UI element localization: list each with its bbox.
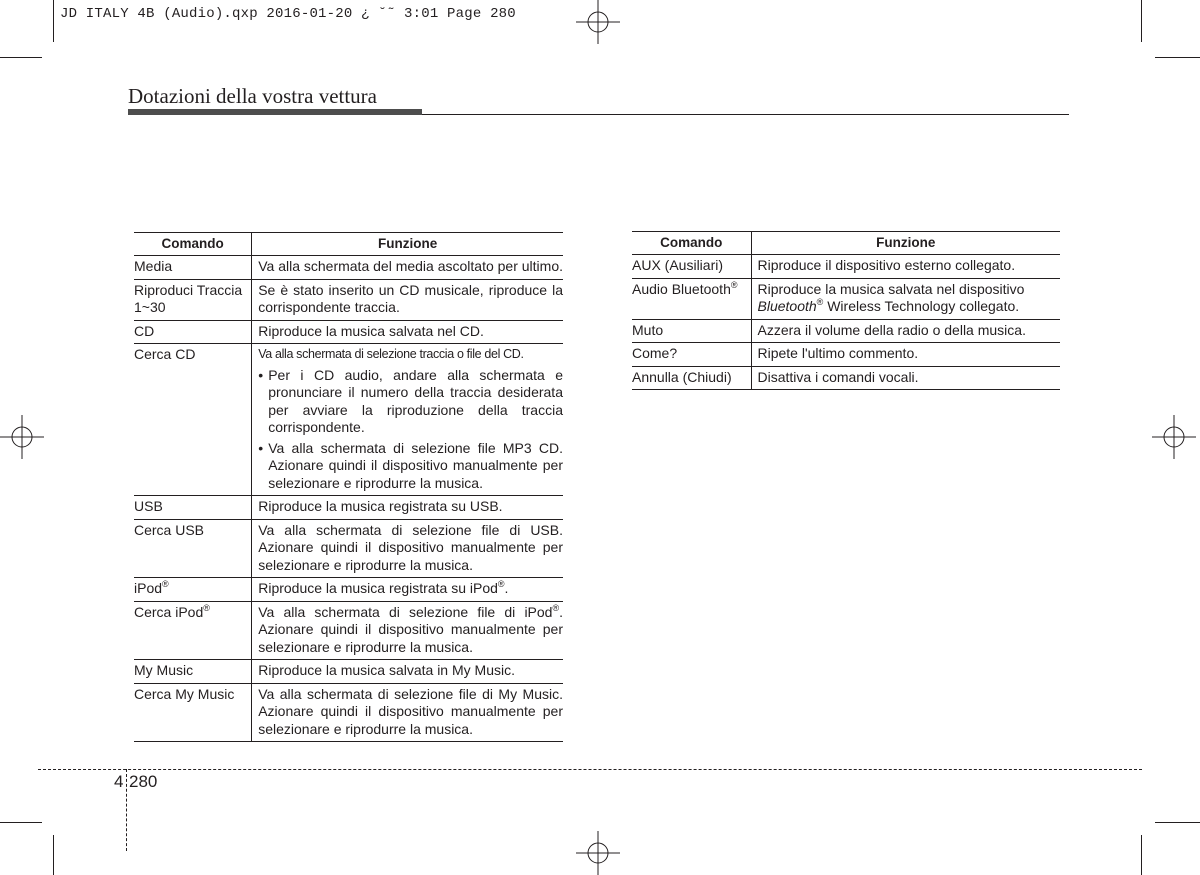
table-row	[134, 519, 563, 578]
command-text: Audio Bluetooth	[632, 280, 731, 297]
bullet-item: • Va alla schermata di selezione file MP3 CD. Azionare quindi il dispositivo manualmente per selezionare e riprodurre la musica.	[258, 440, 563, 493]
function-text: Riproduce la musica registrata su iPod	[258, 580, 498, 596]
table-row	[134, 279, 563, 320]
registered-mark: ®	[162, 579, 169, 589]
command-cell	[134, 578, 252, 602]
command-cell: Annulla (Chiudi)	[632, 366, 751, 390]
table-row	[632, 366, 1060, 390]
command-cell: Come?	[632, 343, 751, 367]
left-command-table	[134, 232, 563, 742]
page-title: Dotazioni della vostra vettura	[128, 84, 377, 108]
function-cell: Azzera il volume della radio o della musica.	[751, 319, 1060, 343]
registration-mark-left	[1, 0, 45, 44]
command-cell: Media	[134, 256, 252, 280]
registered-mark: ®	[730, 279, 738, 290]
table-row	[134, 683, 563, 742]
command-cell	[134, 279, 252, 320]
command-cell: Cerca USB	[134, 519, 252, 578]
function-cell: Riproduce la musica salvata in My Music.	[252, 660, 563, 684]
command-cell: Cerca My Music	[134, 683, 252, 742]
table-header-row	[632, 232, 1060, 255]
command-cell: CD	[134, 320, 252, 344]
right-command-table	[632, 231, 1060, 390]
command-cell: AUX (Ausiliari)	[632, 255, 751, 279]
table-row	[134, 496, 563, 520]
table-row	[134, 344, 563, 496]
table-header-row	[134, 233, 563, 256]
title-rule	[422, 114, 1069, 115]
function-cell: Va alla schermata del media ascoltato per ultimo.	[258, 258, 563, 274]
command-text: Cerca iPod	[134, 603, 204, 620]
function-text: Wireless Technology collegato.	[823, 298, 1020, 314]
table-row	[632, 343, 1060, 367]
registered-mark: ®	[497, 579, 505, 589]
table-row	[134, 256, 563, 280]
function-cell: Va alla schermata di selezione file di My Music. Azionare quindi il dispositivo manualmente per selezionare e riprodurre la musica.	[252, 683, 563, 742]
footer-dashed-rule	[38, 769, 1142, 770]
registration-mark-left	[0, 415, 44, 459]
command-text: iPod	[134, 580, 163, 596]
registration-mark-top	[576, 0, 620, 44]
registered-mark: ®	[816, 297, 824, 307]
table-row	[632, 255, 1060, 279]
registration-mark-right	[1152, 415, 1196, 459]
command-text: Riproduci Traccia	[134, 281, 243, 298]
footer-dashed-divider	[126, 769, 127, 851]
column-header-command: Comando	[632, 232, 751, 255]
function-cell: Riproduce la musica salvata nel CD.	[252, 320, 563, 344]
command-cell: Cerca CD	[134, 344, 252, 496]
print-slug: JD ITALY 4B (Audio).qxp 2016-01-20 ¿ ˘˜ 3:01 Page 280	[60, 6, 516, 22]
table-row	[134, 601, 563, 660]
function-cell	[751, 278, 1060, 319]
bullet-item: • Per i CD audio, andare alla schermata e pronunciare il numero della traccia desiderata per avviare la riproduzione della traccia corrispondente.	[258, 367, 563, 437]
column-header-function: Funzione	[751, 232, 1060, 255]
function-cell	[252, 601, 563, 660]
command-cell: Muto	[632, 319, 751, 343]
registration-mark-bottom	[576, 831, 620, 875]
function-cell	[252, 578, 563, 602]
registered-mark: ®	[552, 602, 560, 613]
table-row	[134, 320, 563, 344]
command-cell	[632, 278, 751, 319]
function-cell: Va alla schermata di selezione file di USB. Azionare quindi il dispositivo manualmente per selezionare e riprodurre la musica.	[252, 519, 563, 578]
table-row	[632, 278, 1060, 319]
command-cell: My Music	[134, 660, 252, 684]
column-header-function: Funzione	[252, 233, 563, 256]
table-row	[632, 319, 1060, 343]
command-cell: USB	[134, 496, 252, 520]
command-cell	[134, 601, 252, 660]
function-text: Riproduce la musica salvata nel dispositivo	[757, 280, 1025, 297]
function-text: . Azionare quindi il dispositivo manualmente per selezionare e riprodurre la musica.	[258, 603, 563, 655]
function-text: .	[504, 580, 509, 596]
command-text: 1~30	[134, 299, 166, 315]
page-number: 280	[129, 772, 158, 791]
function-cell: Riproduce la musica registrata su USB.	[252, 496, 563, 520]
function-text-italic: Bluetooth	[757, 298, 817, 314]
column-header-command: Comando	[134, 233, 252, 256]
function-cell: Disattiva i comandi vocali.	[751, 366, 1060, 390]
title-bar	[128, 109, 422, 115]
registered-mark: ®	[203, 602, 210, 613]
table-row	[134, 660, 563, 684]
function-cell: Se è stato inserito un CD musicale, riproduce la corrispondente traccia.	[252, 279, 563, 320]
function-text: Va alla schermata di selezione file di iPod	[258, 603, 553, 620]
table-row	[134, 578, 563, 602]
function-cell: Va alla schermata di selezione traccia o file del CD.	[258, 347, 524, 361]
function-cell: Riproduce il dispositivo esterno collegato.	[751, 255, 1060, 279]
section-number: 4	[114, 772, 124, 791]
function-cell: Ripete l'ultimo commento.	[751, 343, 1060, 367]
